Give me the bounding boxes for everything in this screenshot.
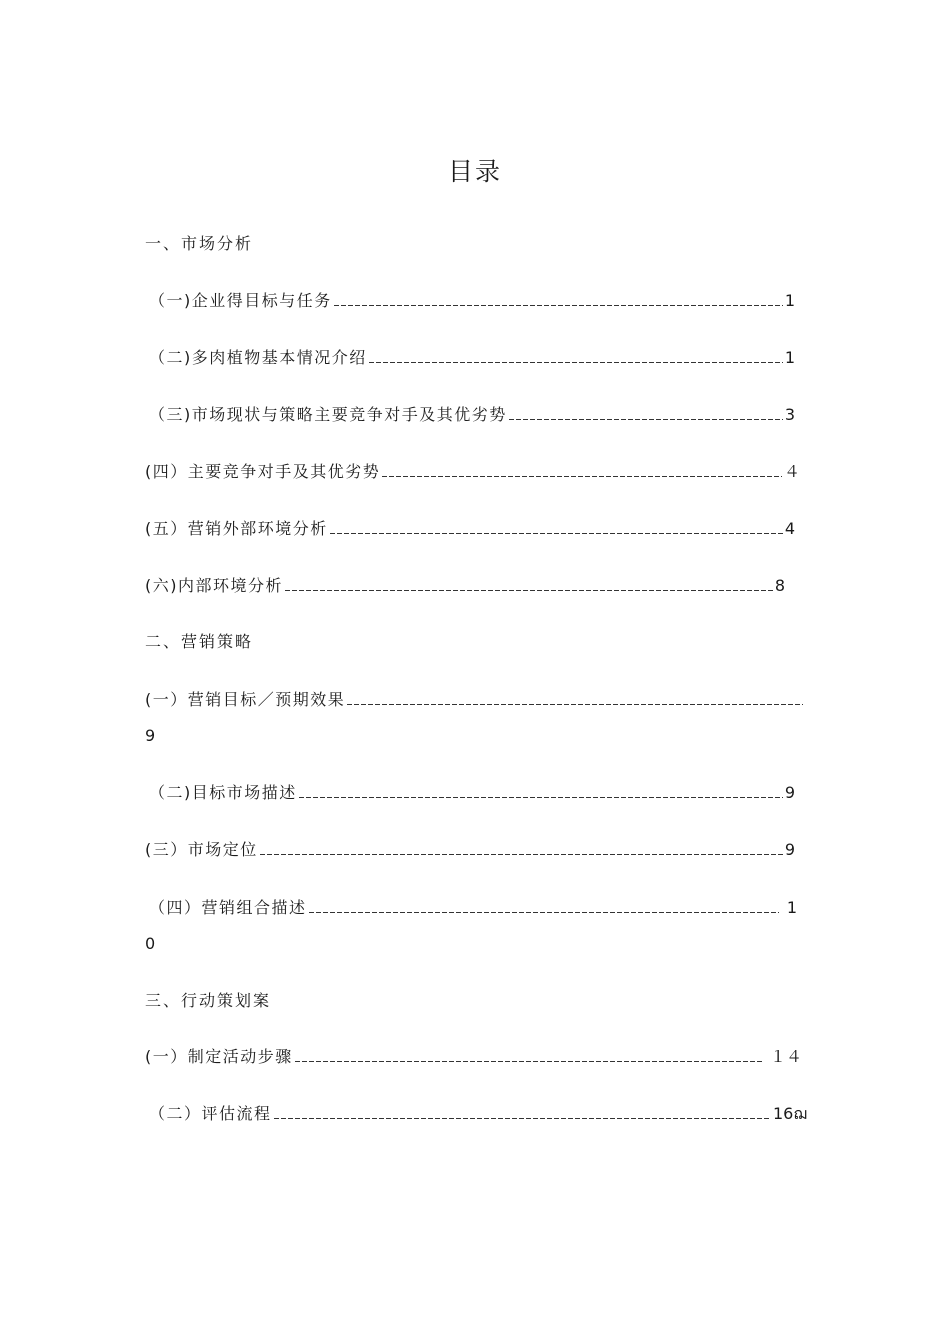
dot-leader: [299, 790, 783, 798]
dot-leader: [347, 697, 803, 705]
toc-entry-page: 9: [784, 840, 795, 859]
dot-leader: [382, 469, 782, 477]
toc-entry[interactable]: [149, 897, 797, 919]
section-heading-action-plan: 三、行动策划案: [145, 991, 272, 1010]
toc-entry-label: (一）营销目标／预期效果: [145, 690, 346, 709]
toc-entry[interactable]: [149, 404, 795, 426]
toc-entry-label: （二)目标市场描述: [149, 783, 297, 802]
dot-leader: [369, 355, 783, 363]
dot-leader: [260, 847, 783, 855]
dot-leader: [274, 1111, 771, 1119]
toc-entry-page-continued: 0: [145, 934, 156, 953]
toc-entry-page: 8: [774, 576, 785, 595]
toc-entry-page: 3: [784, 405, 795, 424]
toc-entry-label: (六)内部环境分析: [145, 576, 283, 595]
dot-leader: [509, 412, 783, 420]
toc-entry[interactable]: [145, 518, 795, 540]
toc-entry-page: 16ฌ: [772, 1104, 807, 1123]
toc-entry-page: １４: [769, 1047, 802, 1066]
toc-entry-page: ４: [783, 462, 800, 481]
toc-entry-label: (五）营销外部环境分析: [145, 519, 328, 538]
toc-entry-page: 9: [784, 783, 795, 802]
toc-entry[interactable]: [145, 461, 800, 483]
dot-leader: [285, 583, 773, 591]
toc-entry-page: 1: [784, 348, 795, 367]
section-heading-marketing-strategy: 二、营销策略: [145, 632, 254, 651]
toc-entry[interactable]: [149, 347, 795, 369]
toc-entry-label: (四）主要竞争对手及其优劣势: [145, 462, 381, 481]
toc-entry-label: (一）制定活动步骤: [145, 1047, 293, 1066]
toc-entry[interactable]: [145, 575, 785, 597]
section-heading-market-analysis: 一、市场分析: [145, 234, 254, 253]
toc-entry-page: 4: [784, 519, 795, 538]
page-title: 目录: [447, 157, 502, 186]
toc-entry[interactable]: [149, 782, 795, 804]
toc-entry[interactable]: [145, 839, 795, 861]
dot-leader: [330, 526, 783, 534]
toc-entry-page: 1: [786, 898, 797, 917]
toc-entry-label: （四）营销组合描述: [149, 898, 307, 917]
toc-entry-label: （一)企业得目标与任务: [149, 291, 332, 310]
dot-leader: [295, 1054, 762, 1062]
toc-entry-label: (三）市场定位: [145, 840, 258, 859]
dot-leader: [309, 905, 779, 913]
toc-entry[interactable]: [145, 1046, 802, 1068]
toc-entry-page: 1: [784, 291, 795, 310]
toc-entry-label: （二）评估流程: [149, 1104, 272, 1123]
toc-entry[interactable]: [149, 1103, 807, 1125]
toc-entry-label: （二)多肉植物基本情况介绍: [149, 348, 367, 367]
toc-entry-label: （三)市场现状与策略主要竞争对手及其优劣势: [149, 405, 507, 424]
toc-entry[interactable]: [145, 689, 805, 711]
dot-leader: [334, 298, 783, 306]
toc-entry-page: 9: [145, 726, 156, 745]
toc-entry[interactable]: [149, 290, 795, 312]
